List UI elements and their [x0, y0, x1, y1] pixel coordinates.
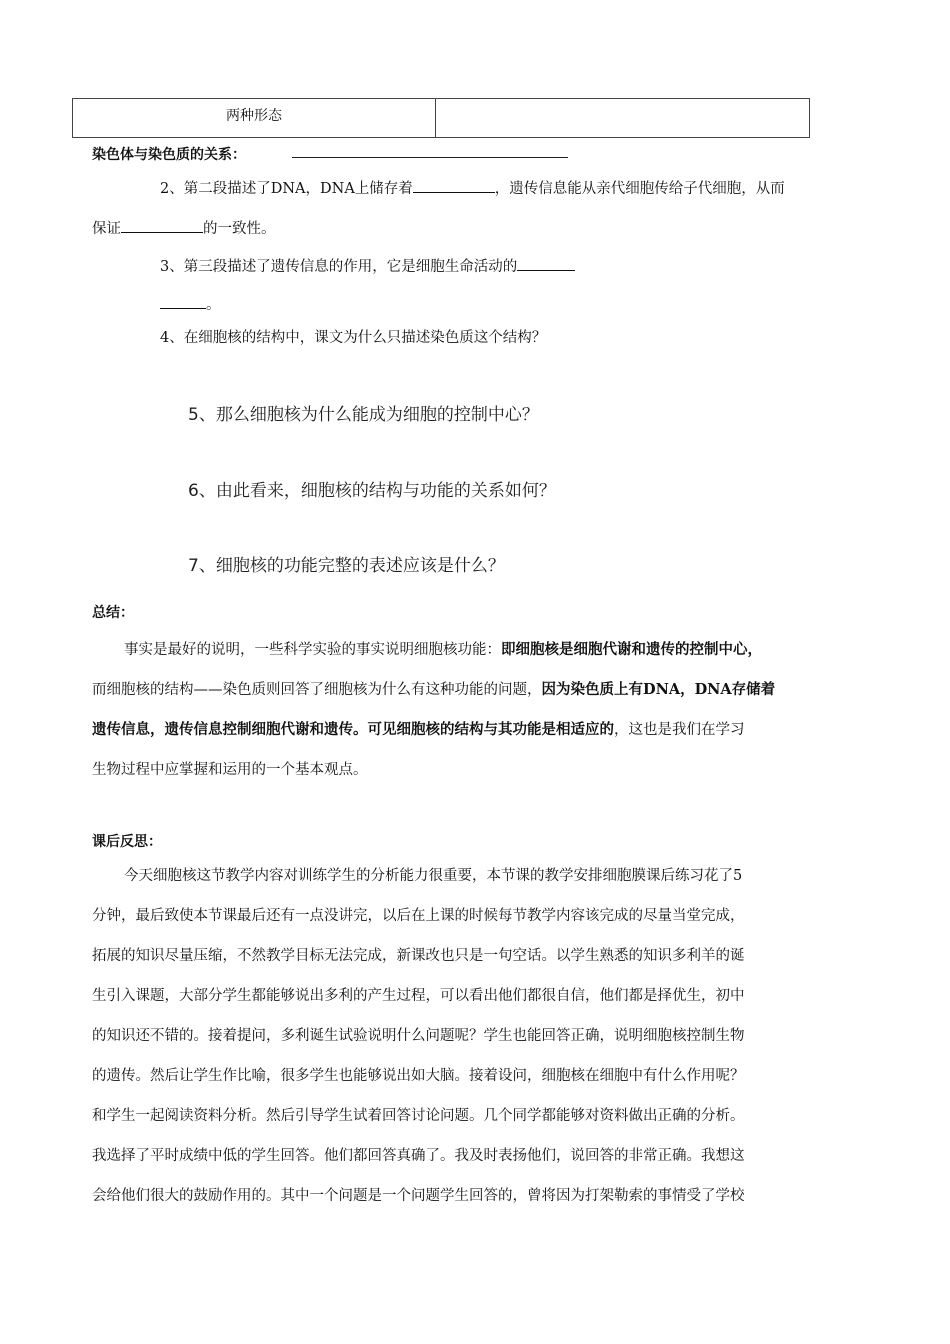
reflection-line: 的知识还不错的。接着提问，多利诞生试验说明什么问题呢？学生也能回答正确，说明细胞核控制生物: [92, 1028, 745, 1044]
table-cell-label: 两种形态: [73, 99, 436, 138]
summary-l1-text: 事实是最好的说明，一些科学实验的事实说明细胞核功能：: [124, 642, 501, 658]
q3-blank-1: [517, 256, 575, 271]
question-7: 7、细胞核的功能完整的表述应该是什么？: [188, 556, 505, 576]
reflection-line: 我选择了平时成绩中低的学生回答。他们都回答真确了。我及时表扬他们，说回答的非常正确。我想这: [92, 1148, 745, 1164]
q3-blank-2: [160, 294, 206, 309]
summary-l2-bold: 因为染色质上有DNA，DNA存储着: [541, 681, 776, 698]
q2-text-3: 保证: [92, 221, 121, 237]
summary-line-2: [92, 680, 775, 700]
reflection-heading: 课后反思：: [92, 834, 162, 850]
relation-label: 染色体与染色质的关系：: [92, 147, 246, 163]
question-3-line-2: [160, 294, 221, 315]
summary-l3-text: ，这也是我们在学习: [614, 722, 745, 738]
summary-l3-bold: 遗传信息，遗传信息控制细胞代谢和遗传。可见细胞核的结构与其功能是相适应的: [92, 721, 614, 738]
q2-text-2: ，遗传信息能从亲代细胞传给子代细胞，从而: [494, 181, 785, 197]
question-6: 6、由此看来，细胞核的结构与功能的关系如何？: [188, 481, 556, 501]
question-2-line-2: [92, 218, 276, 239]
q3-text-2: 。: [206, 297, 221, 313]
summary-line-4: 生物过程中应掌握和运用的一个基本观点。: [92, 762, 368, 778]
table-cell-value: [436, 99, 810, 138]
q2-blank-1: [413, 178, 495, 193]
summary-heading: 总结：: [92, 605, 134, 621]
summary-line-3: [92, 720, 745, 740]
question-2-line-1: [160, 178, 785, 199]
form-table: [72, 98, 810, 138]
reflection-line: 今天细胞核这节教学内容对训练学生的分析能力很重要，本节课的教学安排细胞膜课后练习花了5: [124, 868, 743, 884]
question-3-line-1: [160, 256, 575, 277]
summary-line-1: [124, 640, 762, 660]
q2-text-4: 的一致性。: [203, 221, 276, 237]
q2-blank-2: [121, 218, 203, 233]
question-4: 4、在细胞核的结构中，课文为什么只描述染色质这个结构？: [160, 330, 547, 346]
relation-answer-line: [292, 157, 568, 158]
reflection-line: 会给他们很大的鼓励作用的。其中一个问题是一个问题学生回答的，曾将因为打架勒索的事情受了学校: [92, 1188, 745, 1204]
summary-l2-text: 而细胞核的结构——染色质则回答了细胞核为什么有这种功能的问题，: [92, 682, 542, 698]
reflection-line: 分钟，最后致使本节课最后还有一点没讲完，以后在上课的时候每节教学内容该完成的尽量当堂完成，: [92, 908, 745, 924]
summary-l1-bold: 即细胞核是细胞代谢和遗传的控制中心，: [501, 641, 762, 658]
reflection-line: 和学生一起阅读资料分析。然后引导学生试着回答讨论问题。几个同学都能够对资料做出正确的分析。: [92, 1108, 745, 1124]
reflection-line: 生引入课题，大部分学生都能够说出多利的产生过程，可以看出他们都很自信，他们都是择优生，初中: [92, 988, 745, 1004]
question-5: 5、那么细胞核为什么能成为细胞的控制中心？: [188, 405, 539, 425]
reflection-line: 拓展的知识尽量压缩，不然教学目标无法完成，新课改也只是一句空话。以学生熟悉的知识多利羊的诞: [92, 948, 745, 964]
reflection-line: 的遗传。然后让学生作比喻，很多学生也能够说出如大脑。接着设问，细胞核在细胞中有什么作用呢？: [92, 1068, 745, 1084]
q2-text-1: 2、第二段描述了DNA，DNA上储存着: [160, 181, 413, 197]
q3-text-1: 3、第三段描述了遗传信息的作用，它是细胞生命活动的: [160, 259, 518, 275]
table-row: [73, 99, 810, 138]
